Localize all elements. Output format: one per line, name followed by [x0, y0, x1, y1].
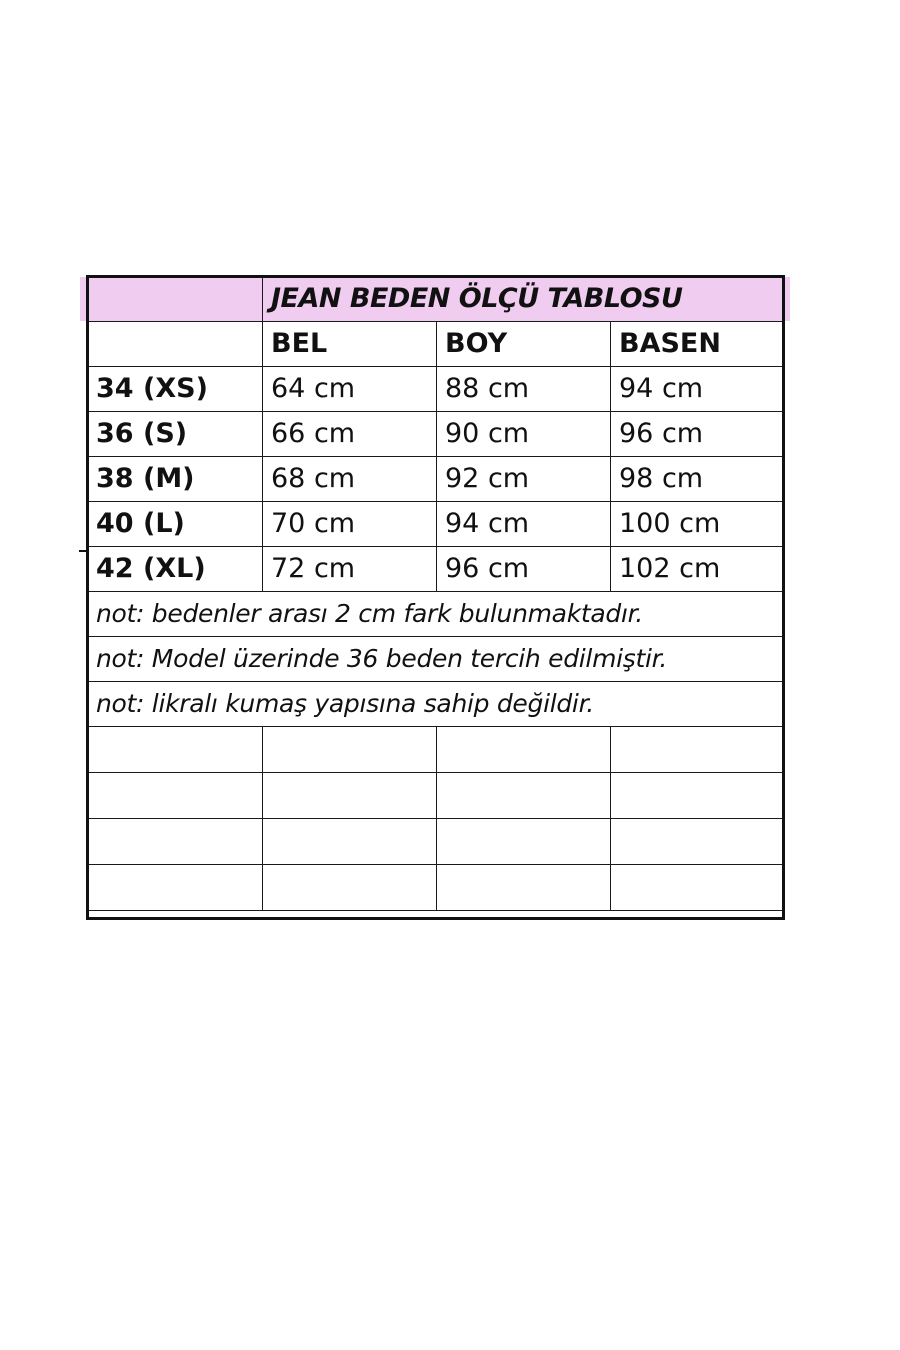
empty-cell: [611, 773, 785, 819]
empty-cell: [437, 819, 611, 865]
empty-cell: [263, 819, 437, 865]
table-row: [88, 547, 785, 592]
size-label: 40 (L): [88, 502, 263, 547]
empty-cell: [437, 727, 611, 773]
empty-cell: [88, 865, 263, 911]
header-corner-cell: [88, 322, 263, 367]
size-label: 36 (S): [88, 412, 263, 457]
header-row: [88, 322, 785, 367]
bel-value: 70 cm: [263, 502, 437, 547]
empty-cell: [263, 773, 437, 819]
table-title: JEAN BEDEN ÖLÇÜ TABLOSU: [263, 277, 785, 322]
boy-value: 90 cm: [437, 412, 611, 457]
empty-cell: [263, 865, 437, 911]
empty-cell: [263, 727, 437, 773]
size-label: 42 (XL): [88, 547, 263, 592]
boy-value: 96 cm: [437, 547, 611, 592]
empty-row: [88, 773, 785, 819]
bel-value: 66 cm: [263, 412, 437, 457]
empty-cell: [611, 865, 785, 911]
note-text: not: bedenler arası 2 cm fark bulunmaktadır.: [88, 592, 785, 637]
note-text: not: likralı kumaş yapısına sahip değildir.: [88, 682, 785, 727]
empty-cell: [611, 727, 785, 773]
table-row: [88, 457, 785, 502]
empty-cell: [437, 865, 611, 911]
table-row: [88, 412, 785, 457]
size-chart-table: [87, 276, 785, 911]
basen-value: 94 cm: [611, 367, 785, 412]
bel-value: 72 cm: [263, 547, 437, 592]
basen-value: 102 cm: [611, 547, 785, 592]
table-row: [88, 367, 785, 412]
boy-value: 94 cm: [437, 502, 611, 547]
boy-value: 88 cm: [437, 367, 611, 412]
table-row: [88, 502, 785, 547]
row-marker: [79, 550, 87, 552]
size-label: 38 (M): [88, 457, 263, 502]
basen-value: 98 cm: [611, 457, 785, 502]
bel-value: 64 cm: [263, 367, 437, 412]
empty-cell: [437, 773, 611, 819]
bel-value: 68 cm: [263, 457, 437, 502]
title-corner-cell: [88, 277, 263, 322]
empty-row: [88, 819, 785, 865]
empty-row: [88, 727, 785, 773]
empty-cell: [88, 819, 263, 865]
boy-value: 92 cm: [437, 457, 611, 502]
empty-cell: [611, 819, 785, 865]
empty-row: [88, 865, 785, 911]
basen-value: 100 cm: [611, 502, 785, 547]
note-row: [88, 637, 785, 682]
size-label: 34 (XS): [88, 367, 263, 412]
header-bel: BEL: [263, 322, 437, 367]
note-text: not: Model üzerinde 36 beden tercih edilmiştir.: [88, 637, 785, 682]
empty-cell: [88, 773, 263, 819]
title-row: [88, 277, 785, 322]
note-row: [88, 682, 785, 727]
header-basen: BASEN: [611, 322, 785, 367]
empty-cell: [88, 727, 263, 773]
header-boy: BOY: [437, 322, 611, 367]
basen-value: 96 cm: [611, 412, 785, 457]
note-row: [88, 592, 785, 637]
